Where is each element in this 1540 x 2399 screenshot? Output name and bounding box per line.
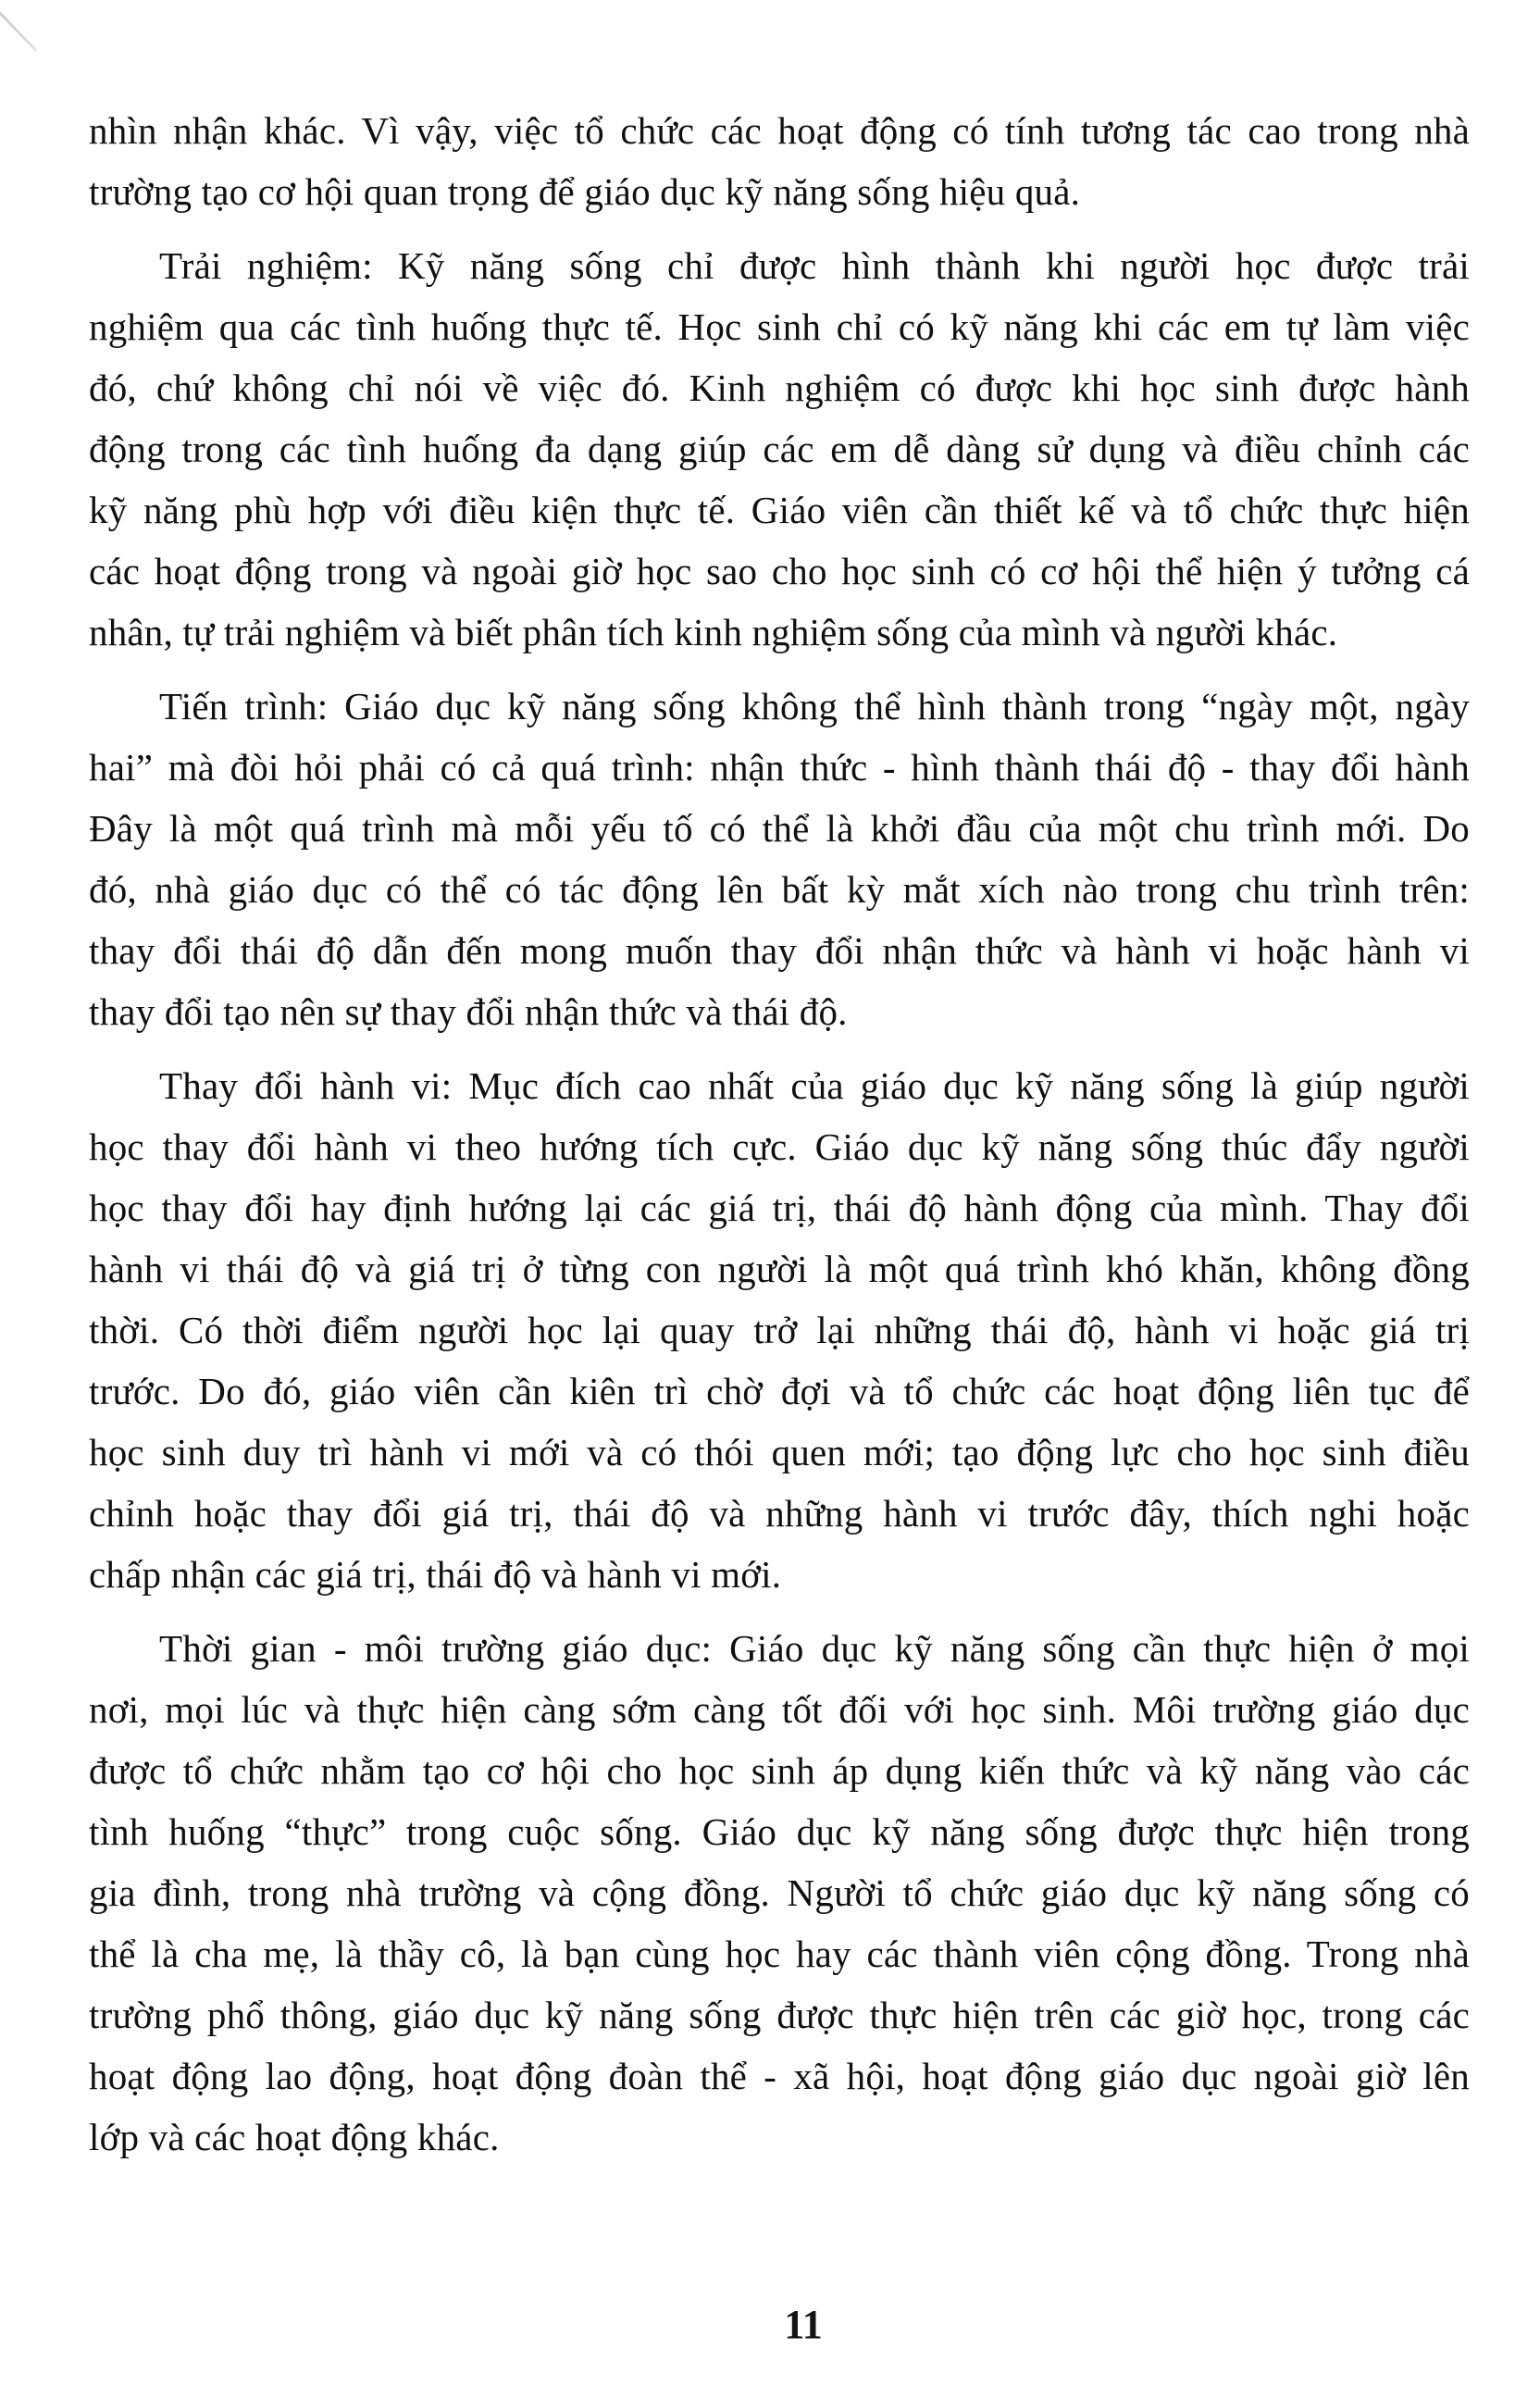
text-line: Trải nghiệm: Kỹ năng sống chỉ được hình thành khi người học được trải [159,244,1470,287]
text-line: hai” mà đòi hỏi phải có cả quá trình: nhận thức - hình thành thái độ - thay đổi hành [89,746,1470,789]
text-line: đó, nhà giáo dục có thể có tác động lên bất kỳ mắt xích nào trong chu trình trên: [89,868,1470,911]
text-line: Đây là một quá trình mà mỗi yếu tố có thể là khởi đầu của một chu trình mới. Do [89,807,1470,850]
paragraph [89,1055,1470,1605]
text-line: nơi, mọi lúc và thực hiện càng sớm càng tốt đối với học sinh. Môi trường giáo dục [89,1688,1470,1731]
body-text [89,100,1470,2168]
text-line: kỹ năng phù hợp với điều kiện thực tế. Giáo viên cần thiết kế và tổ chức thực hiện [89,489,1470,531]
paragraph [89,235,1470,663]
text-line: gia đình, trong nhà trường và cộng đồng. Người tổ chức giáo dục kỹ năng sống có [89,1871,1470,1914]
text-line: nhìn nhận khác. Vì vậy, việc tổ chức các hoạt động có tính tương tác cao trong nhà [89,109,1470,152]
text-line: hành vi thái độ và giá trị ở từng con người là một quá trình khó khăn, không đồng [89,1248,1470,1290]
text-line: thể là cha mẹ, là thầy cô, là bạn cùng học hay các thành viên cộng đồng. Trong nhà [89,1933,1470,1975]
text-line: trường phổ thông, giáo dục kỹ năng sống được thực hiện trên các giờ học, trong các [89,1994,1470,2036]
text-line: đó, chứ không chỉ nói về việc đó. Kinh nghiệm có được khi học sinh được hành [89,367,1470,409]
page-number: 11 [784,2302,823,2347]
text-line: nhân, tự trải nghiệm và biết phân tích kinh nghiệm sống của mình và người khác. [89,611,1338,653]
text-line: thay đổi thái độ dẫn đến mong muốn thay đổi nhận thức và hành vi hoặc hành vi [89,929,1470,972]
paragraph [89,100,1470,222]
paragraph [89,676,1470,1042]
text-line: được tổ chức nhằm tạo cơ hội cho học sinh áp dụng kiến thức và kỹ năng vào các [89,1749,1470,1792]
text-line: thời. Có thời điểm người học lại quay trở lại những thái độ, hành vi hoặc giá trị [89,1309,1470,1351]
text-line: học thay đổi hành vi theo hướng tích cực. Giáo dục kỹ năng sống thúc đẩy người [89,1125,1470,1168]
text-line: các hoạt động trong và ngoài giờ học sao cho học sinh có cơ hội thể hiện ý tưởng cá [89,550,1470,592]
scan-artifact-mark [0,11,37,52]
text-line: động trong các tình huống đa dạng giúp các em dễ dàng sử dụng và điều chỉnh các [89,428,1470,470]
text-line: Tiến trình: Giáo dục kỹ năng sống không thể hình thành trong “ngày một, ngày [159,685,1470,727]
paragraph [89,1618,1470,2168]
text-line: nghiệm qua các tình huống thực tế. Học sinh chỉ có kỹ năng khi các em tự làm việc [89,305,1470,348]
text-line: tình huống “thực” trong cuộc sống. Giáo dục kỹ năng sống được thực hiện trong [89,1810,1470,1853]
text-line: trước. Do đó, giáo viên cần kiên trì chờ đợi và tổ chức các hoạt động liên tục để [89,1370,1470,1412]
text-line: học thay đổi hay định hướng lại các giá trị, thái độ hành động của mình. Thay đổi [89,1187,1470,1229]
text-line: Thời gian - môi trường giáo dục: Giáo dục kỹ năng sống cần thực hiện ở mọi [159,1627,1470,1670]
text-line: chấp nhận các giá trị, thái độ và hành vi mới. [89,1553,782,1596]
text-line: Thay đổi hành vi: Mục đích cao nhất của giáo dục kỹ năng sống là giúp người [159,1064,1470,1107]
text-line: thay đổi tạo nên sự thay đổi nhận thức và thái độ. [89,990,848,1033]
text-line: lớp và các hoạt động khác. [89,2116,500,2158]
text-line: hoạt động lao động, hoạt động đoàn thể - xã hội, hoạt động giáo dục ngoài giờ lên [89,2055,1470,2097]
text-line: chỉnh hoặc thay đổi giá trị, thái độ và những hành vi trước đây, thích nghi hoặc [89,1492,1470,1535]
text-line: trường tạo cơ hội quan trọng để giáo dục kỹ năng sống hiệu quả. [89,170,1081,213]
text-line: học sinh duy trì hành vi mới và có thói quen mới; tạo động lực cho học sinh điều [89,1431,1470,1473]
